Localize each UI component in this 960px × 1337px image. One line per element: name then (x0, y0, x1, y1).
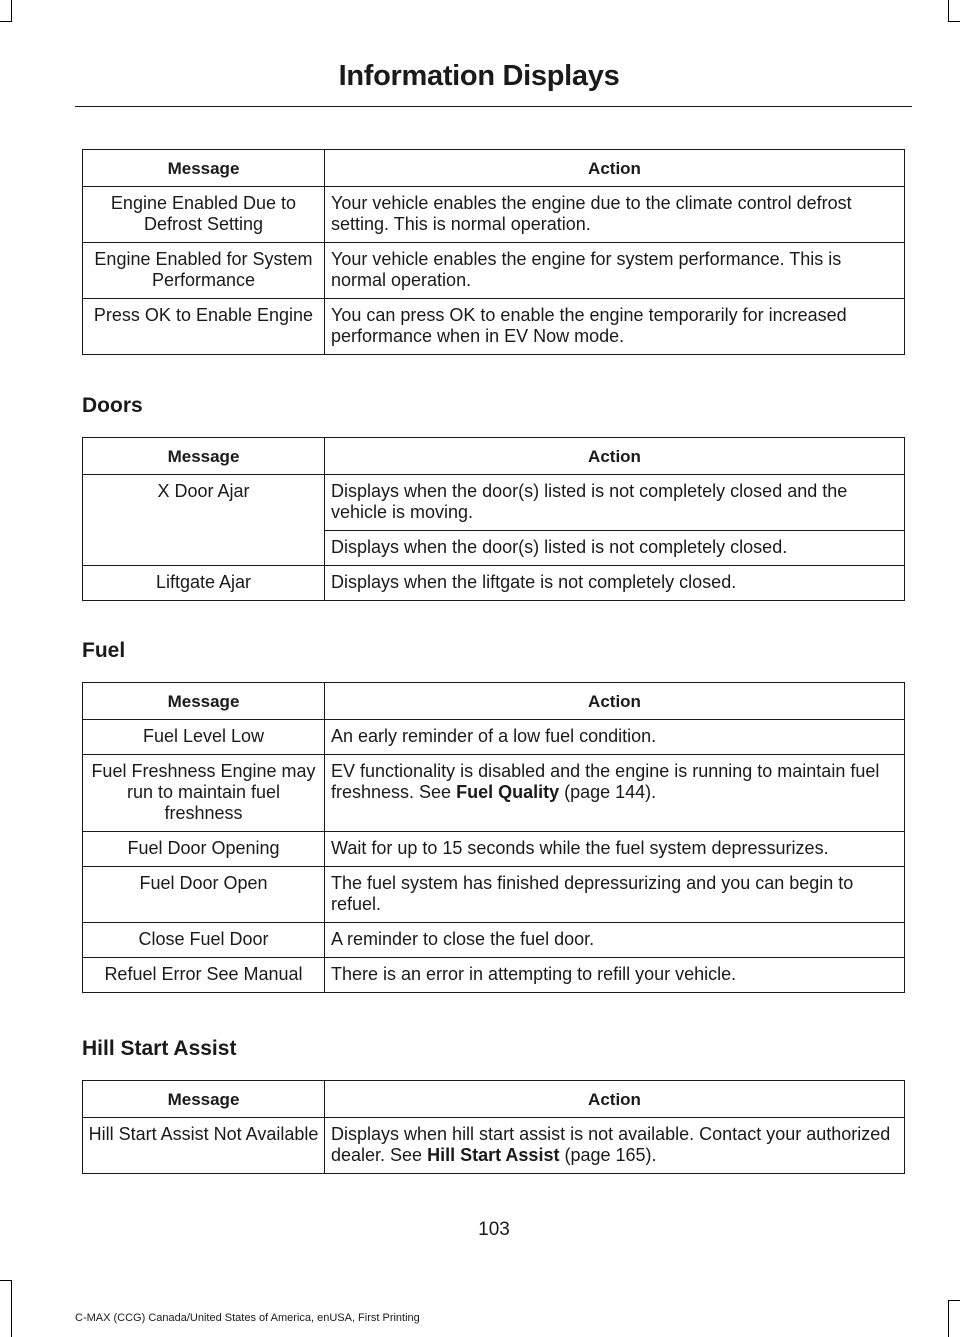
action-cell: Your vehicle enables the engine for system performance. This is normal operation. (325, 243, 905, 299)
message-cell: Engine Enabled Due to Defrost Setting (83, 187, 325, 243)
section-heading-fuel: Fuel (82, 639, 126, 662)
column-header-message: Message (83, 150, 325, 187)
message-cell: Liftgate Ajar (83, 566, 325, 601)
crop-mark (948, 0, 949, 22)
fuel-messages-table (82, 682, 905, 993)
page-title: Information Displays (338, 60, 620, 92)
title-divider (75, 106, 912, 107)
crop-mark (0, 21, 12, 22)
action-cell: An early reminder of a low fuel condition. (325, 720, 905, 755)
table-row (83, 187, 905, 243)
message-cell: Hill Start Assist Not Available (83, 1118, 325, 1174)
action-text: EV functionality is disabled and the engine is running to maintain fuel freshness. See (331, 761, 880, 802)
message-cell: Press OK to Enable Engine (83, 299, 325, 355)
crop-mark (948, 1300, 949, 1337)
section-heading-hill-start-assist: Hill Start Assist (82, 1037, 237, 1060)
hill-start-messages-table (82, 1080, 905, 1174)
action-cell: A reminder to close the fuel door. (325, 923, 905, 958)
action-cell: Displays when the door(s) listed is not completely closed. (325, 531, 905, 566)
table-header-row (83, 1081, 905, 1118)
table-row (83, 755, 905, 832)
crop-mark (11, 0, 12, 22)
action-cell: The fuel system has finished depressurizing and you can begin to refuel. (325, 867, 905, 923)
action-cell (325, 755, 905, 832)
table-header-row (83, 438, 905, 475)
message-cell: Fuel Door Open (83, 867, 325, 923)
column-header-action: Action (325, 438, 905, 475)
action-cell: There is an error in attempting to refill your vehicle. (325, 958, 905, 993)
page-reference: (page 165). (559, 1145, 657, 1165)
column-header-message: Message (83, 438, 325, 475)
action-cell: Displays when the liftgate is not completely closed. (325, 566, 905, 601)
action-cell (325, 1118, 905, 1174)
action-cell: You can press OK to enable the engine temporarily for increased performance when in EV Now mode. (325, 299, 905, 355)
column-header-message: Message (83, 1081, 325, 1118)
message-cell: Fuel Freshness Engine may run to maintain fuel freshness (83, 755, 325, 832)
column-header-action: Action (325, 1081, 905, 1118)
action-cell: Displays when the door(s) listed is not completely closed and the vehicle is moving. (325, 475, 905, 531)
page-number: 103 (478, 1219, 510, 1240)
message-cell: Engine Enabled for System Performance (83, 243, 325, 299)
table-row (83, 923, 905, 958)
doors-messages-table (82, 437, 905, 601)
column-header-action: Action (325, 150, 905, 187)
message-cell: Refuel Error See Manual (83, 958, 325, 993)
crop-mark (0, 1280, 12, 1281)
table-row (83, 720, 905, 755)
table-row (83, 832, 905, 867)
table-row (83, 958, 905, 993)
table-row (83, 243, 905, 299)
action-cell: Wait for up to 15 seconds while the fuel system depressurizes. (325, 832, 905, 867)
table-row (83, 1118, 905, 1174)
table-row (83, 475, 905, 531)
message-cell: X Door Ajar (83, 475, 325, 566)
message-cell: Fuel Door Opening (83, 832, 325, 867)
cross-reference-link[interactable]: Hill Start Assist (427, 1145, 560, 1165)
crop-mark (948, 1300, 960, 1301)
table-row (83, 867, 905, 923)
general-messages-table (82, 149, 905, 355)
action-text: Displays when hill start assist is not available. Contact your authorized dealer. See (331, 1124, 891, 1165)
section-heading-doors: Doors (82, 394, 143, 417)
column-header-action: Action (325, 683, 905, 720)
table-row (83, 566, 905, 601)
crop-mark (11, 1280, 12, 1337)
message-cell: Close Fuel Door (83, 923, 325, 958)
page-reference: (page 144). (559, 782, 657, 802)
crop-mark (948, 21, 960, 22)
message-cell: Fuel Level Low (83, 720, 325, 755)
table-row (83, 299, 905, 355)
column-header-message: Message (83, 683, 325, 720)
action-cell: Your vehicle enables the engine due to the climate control defrost setting. This is normal operation. (325, 187, 905, 243)
table-header-row (83, 150, 905, 187)
cross-reference-link[interactable]: Fuel Quality (456, 782, 560, 802)
document-footer: C-MAX (CCG) Canada/United States of America, enUSA, First Printing (75, 1312, 420, 1324)
table-header-row (83, 683, 905, 720)
